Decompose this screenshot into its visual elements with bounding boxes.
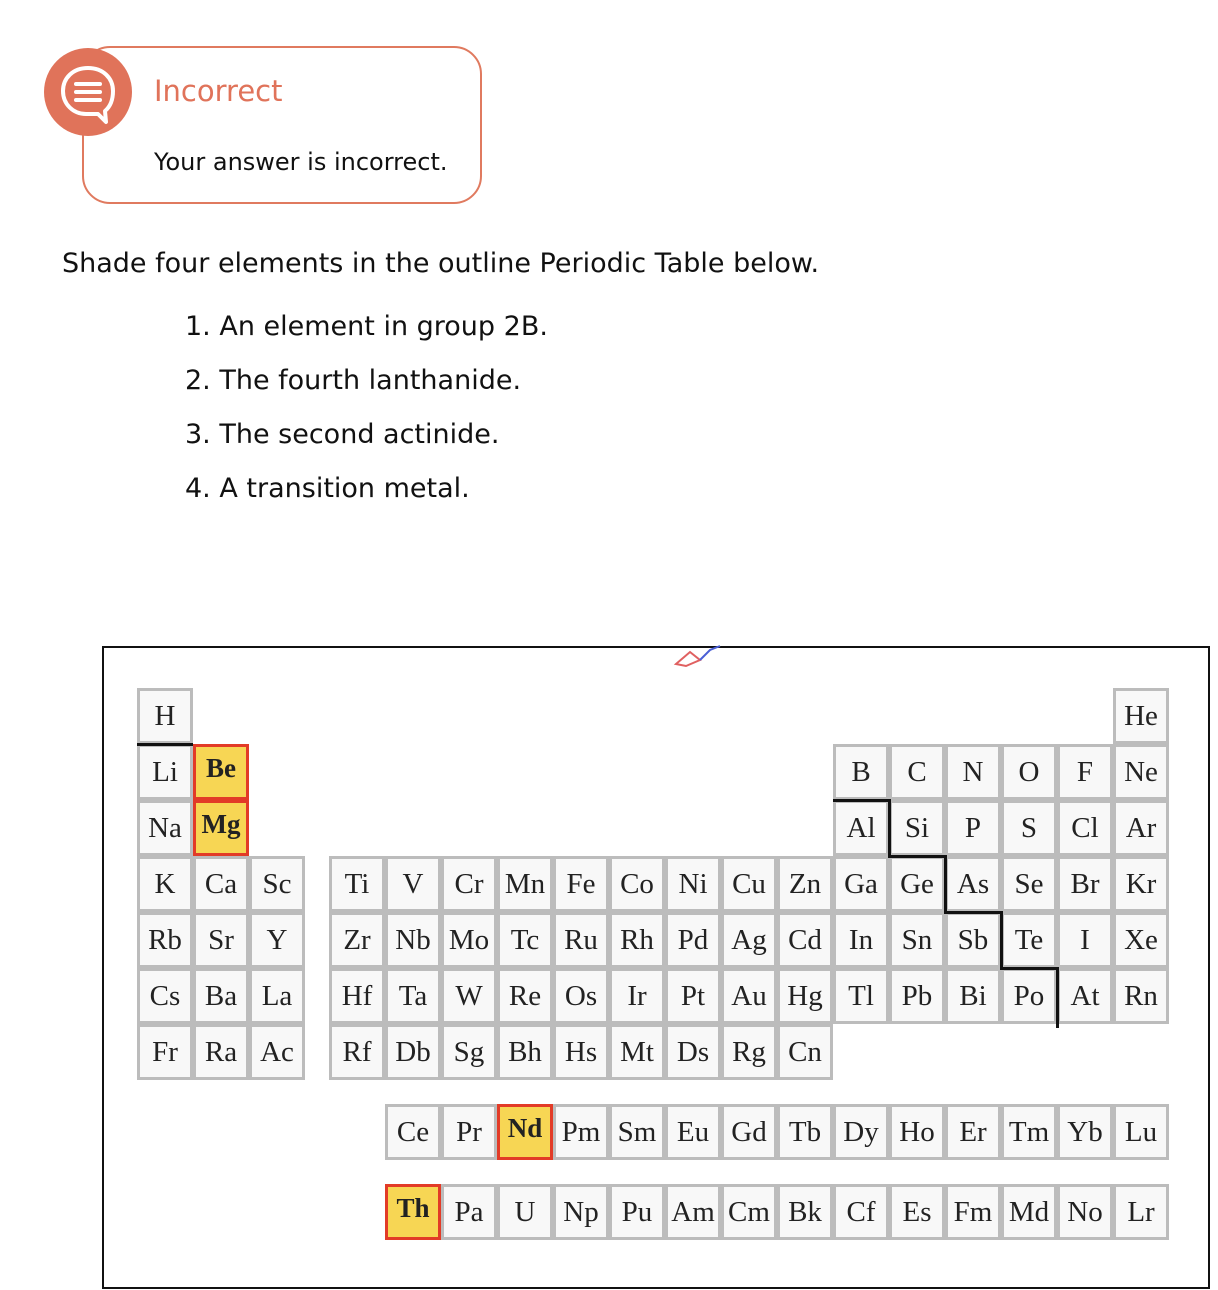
element-pm[interactable]: Pm bbox=[553, 1104, 609, 1160]
element-lu[interactable]: Lu bbox=[1113, 1104, 1169, 1160]
element-ta[interactable]: Ta bbox=[385, 968, 441, 1024]
element-u[interactable]: U bbox=[497, 1184, 553, 1240]
element-cd[interactable]: Cd bbox=[777, 912, 833, 968]
metal-boundary-line bbox=[1000, 911, 1003, 968]
element-ar[interactable]: Ar bbox=[1113, 800, 1169, 856]
element-ga[interactable]: Ga bbox=[833, 856, 889, 912]
element-ho[interactable]: Ho bbox=[889, 1104, 945, 1160]
metal-boundary-line bbox=[1000, 967, 1056, 970]
element-hs[interactable]: Hs bbox=[553, 1024, 609, 1080]
element-at[interactable]: At bbox=[1057, 968, 1113, 1024]
element-w[interactable]: W bbox=[441, 968, 497, 1024]
element-es[interactable]: Es bbox=[889, 1184, 945, 1240]
element-ba[interactable]: Ba bbox=[193, 968, 249, 1024]
element-th[interactable]: Th bbox=[385, 1184, 441, 1240]
task-item: 4. A transition metal. bbox=[185, 473, 470, 504]
element-mn[interactable]: Mn bbox=[497, 856, 553, 912]
element-au[interactable]: Au bbox=[721, 968, 777, 1024]
element-rn[interactable]: Rn bbox=[1113, 968, 1169, 1024]
element-cs[interactable]: Cs bbox=[137, 968, 193, 1024]
element-br[interactable]: Br bbox=[1057, 856, 1113, 912]
element-nd[interactable]: Nd bbox=[497, 1104, 553, 1160]
element-ge[interactable]: Ge bbox=[889, 856, 945, 912]
element-po[interactable]: Po bbox=[1001, 968, 1057, 1024]
element-sn[interactable]: Sn bbox=[889, 912, 945, 968]
element-cn[interactable]: Cn bbox=[777, 1024, 833, 1080]
element-lr[interactable]: Lr bbox=[1113, 1184, 1169, 1240]
element-md[interactable]: Md bbox=[1001, 1184, 1057, 1240]
element-ne[interactable]: Ne bbox=[1113, 744, 1169, 800]
element-n[interactable]: N bbox=[945, 744, 1001, 800]
element-pd[interactable]: Pd bbox=[665, 912, 721, 968]
element-he[interactable]: He bbox=[1113, 688, 1169, 744]
element-rh[interactable]: Rh bbox=[609, 912, 665, 968]
task-item: 3. The second actinide. bbox=[185, 419, 500, 450]
element-ag[interactable]: Ag bbox=[721, 912, 777, 968]
element-pb[interactable]: Pb bbox=[889, 968, 945, 1024]
element-sb[interactable]: Sb bbox=[945, 912, 1001, 968]
element-fr[interactable]: Fr bbox=[137, 1024, 193, 1080]
metal-boundary-line bbox=[888, 799, 891, 856]
element-s[interactable]: S bbox=[1001, 800, 1057, 856]
pencil-icon bbox=[670, 640, 730, 670]
element-rg[interactable]: Rg bbox=[721, 1024, 777, 1080]
metal-boundary-line bbox=[1056, 967, 1059, 1028]
element-ir[interactable]: Ir bbox=[609, 968, 665, 1024]
element-pr[interactable]: Pr bbox=[441, 1104, 497, 1160]
element-as[interactable]: As bbox=[945, 856, 1001, 912]
element-tb[interactable]: Tb bbox=[777, 1104, 833, 1160]
element-nb[interactable]: Nb bbox=[385, 912, 441, 968]
element-p[interactable]: P bbox=[945, 800, 1001, 856]
element-ca[interactable]: Ca bbox=[193, 856, 249, 912]
element-na[interactable]: Na bbox=[137, 800, 193, 856]
element-db[interactable]: Db bbox=[385, 1024, 441, 1080]
question-prompt: Shade four elements in the outline Periodic Table below. bbox=[62, 248, 820, 279]
element-ds[interactable]: Ds bbox=[665, 1024, 721, 1080]
metal-boundary-line bbox=[944, 911, 1000, 914]
element-xe[interactable]: Xe bbox=[1113, 912, 1169, 968]
task-item: 1. An element in group 2B. bbox=[185, 311, 548, 342]
task-list bbox=[185, 310, 548, 526]
feedback-message: Your answer is incorrect. bbox=[154, 148, 448, 176]
element-cl[interactable]: Cl bbox=[1057, 800, 1113, 856]
element-rb[interactable]: Rb bbox=[137, 912, 193, 968]
element-gd[interactable]: Gd bbox=[721, 1104, 777, 1160]
element-o[interactable]: O bbox=[1001, 744, 1057, 800]
element-tc[interactable]: Tc bbox=[497, 912, 553, 968]
element-er[interactable]: Er bbox=[945, 1104, 1001, 1160]
element-bi[interactable]: Bi bbox=[945, 968, 1001, 1024]
element-ni[interactable]: Ni bbox=[665, 856, 721, 912]
element-be[interactable]: Be bbox=[193, 744, 249, 800]
element-hg[interactable]: Hg bbox=[777, 968, 833, 1024]
element-v[interactable]: V bbox=[385, 856, 441, 912]
element-b[interactable]: B bbox=[833, 744, 889, 800]
element-cu[interactable]: Cu bbox=[721, 856, 777, 912]
element-re[interactable]: Re bbox=[497, 968, 553, 1024]
element-k[interactable]: K bbox=[137, 856, 193, 912]
element-si[interactable]: Si bbox=[889, 800, 945, 856]
element-cf[interactable]: Cf bbox=[833, 1184, 889, 1240]
element-f[interactable]: F bbox=[1057, 744, 1113, 800]
metal-boundary-line bbox=[888, 855, 944, 858]
element-eu[interactable]: Eu bbox=[665, 1104, 721, 1160]
element-co[interactable]: Co bbox=[609, 856, 665, 912]
element-pa[interactable]: Pa bbox=[441, 1184, 497, 1240]
chat-bubble-icon bbox=[44, 48, 132, 136]
element-sg[interactable]: Sg bbox=[441, 1024, 497, 1080]
feedback-card bbox=[82, 46, 482, 204]
element-tl[interactable]: Tl bbox=[833, 968, 889, 1024]
element-pt[interactable]: Pt bbox=[665, 968, 721, 1024]
element-mo[interactable]: Mo bbox=[441, 912, 497, 968]
element-sm[interactable]: Sm bbox=[609, 1104, 665, 1160]
element-ra[interactable]: Ra bbox=[193, 1024, 249, 1080]
element-te[interactable]: Te bbox=[1001, 912, 1057, 968]
element-i[interactable]: I bbox=[1057, 912, 1113, 968]
element-c[interactable]: C bbox=[889, 744, 945, 800]
element-h[interactable]: H bbox=[137, 688, 193, 744]
element-ru[interactable]: Ru bbox=[553, 912, 609, 968]
element-bk[interactable]: Bk bbox=[777, 1184, 833, 1240]
element-os[interactable]: Os bbox=[553, 968, 609, 1024]
metal-boundary-line bbox=[833, 799, 889, 802]
element-bh[interactable]: Bh bbox=[497, 1024, 553, 1080]
element-fm[interactable]: Fm bbox=[945, 1184, 1001, 1240]
element-rf[interactable]: Rf bbox=[329, 1024, 385, 1080]
task-item: 2. The fourth lanthanide. bbox=[185, 365, 522, 396]
element-yb[interactable]: Yb bbox=[1057, 1104, 1113, 1160]
element-zr[interactable]: Zr bbox=[329, 912, 385, 968]
element-dy[interactable]: Dy bbox=[833, 1104, 889, 1160]
element-no[interactable]: No bbox=[1057, 1184, 1113, 1240]
element-sr[interactable]: Sr bbox=[193, 912, 249, 968]
metal-boundary-line bbox=[137, 743, 193, 746]
element-se[interactable]: Se bbox=[1001, 856, 1057, 912]
metal-boundary-line bbox=[944, 855, 947, 912]
element-fe[interactable]: Fe bbox=[553, 856, 609, 912]
element-y[interactable]: Y bbox=[249, 912, 305, 968]
element-ti[interactable]: Ti bbox=[329, 856, 385, 912]
element-mg[interactable]: Mg bbox=[193, 800, 249, 856]
element-li[interactable]: Li bbox=[137, 744, 193, 800]
element-hf[interactable]: Hf bbox=[329, 968, 385, 1024]
element-pu[interactable]: Pu bbox=[609, 1184, 665, 1240]
element-am[interactable]: Am bbox=[665, 1184, 721, 1240]
element-kr[interactable]: Kr bbox=[1113, 856, 1169, 912]
element-mt[interactable]: Mt bbox=[609, 1024, 665, 1080]
element-ac[interactable]: Ac bbox=[249, 1024, 305, 1080]
element-cr[interactable]: Cr bbox=[441, 856, 497, 912]
element-zn[interactable]: Zn bbox=[777, 856, 833, 912]
element-tm[interactable]: Tm bbox=[1001, 1104, 1057, 1160]
element-al[interactable]: Al bbox=[833, 800, 889, 856]
element-in[interactable]: In bbox=[833, 912, 889, 968]
feedback-title: Incorrect bbox=[154, 74, 283, 108]
element-sc[interactable]: Sc bbox=[249, 856, 305, 912]
element-np[interactable]: Np bbox=[553, 1184, 609, 1240]
element-la[interactable]: La bbox=[249, 968, 305, 1024]
element-cm[interactable]: Cm bbox=[721, 1184, 777, 1240]
element-ce[interactable]: Ce bbox=[385, 1104, 441, 1160]
